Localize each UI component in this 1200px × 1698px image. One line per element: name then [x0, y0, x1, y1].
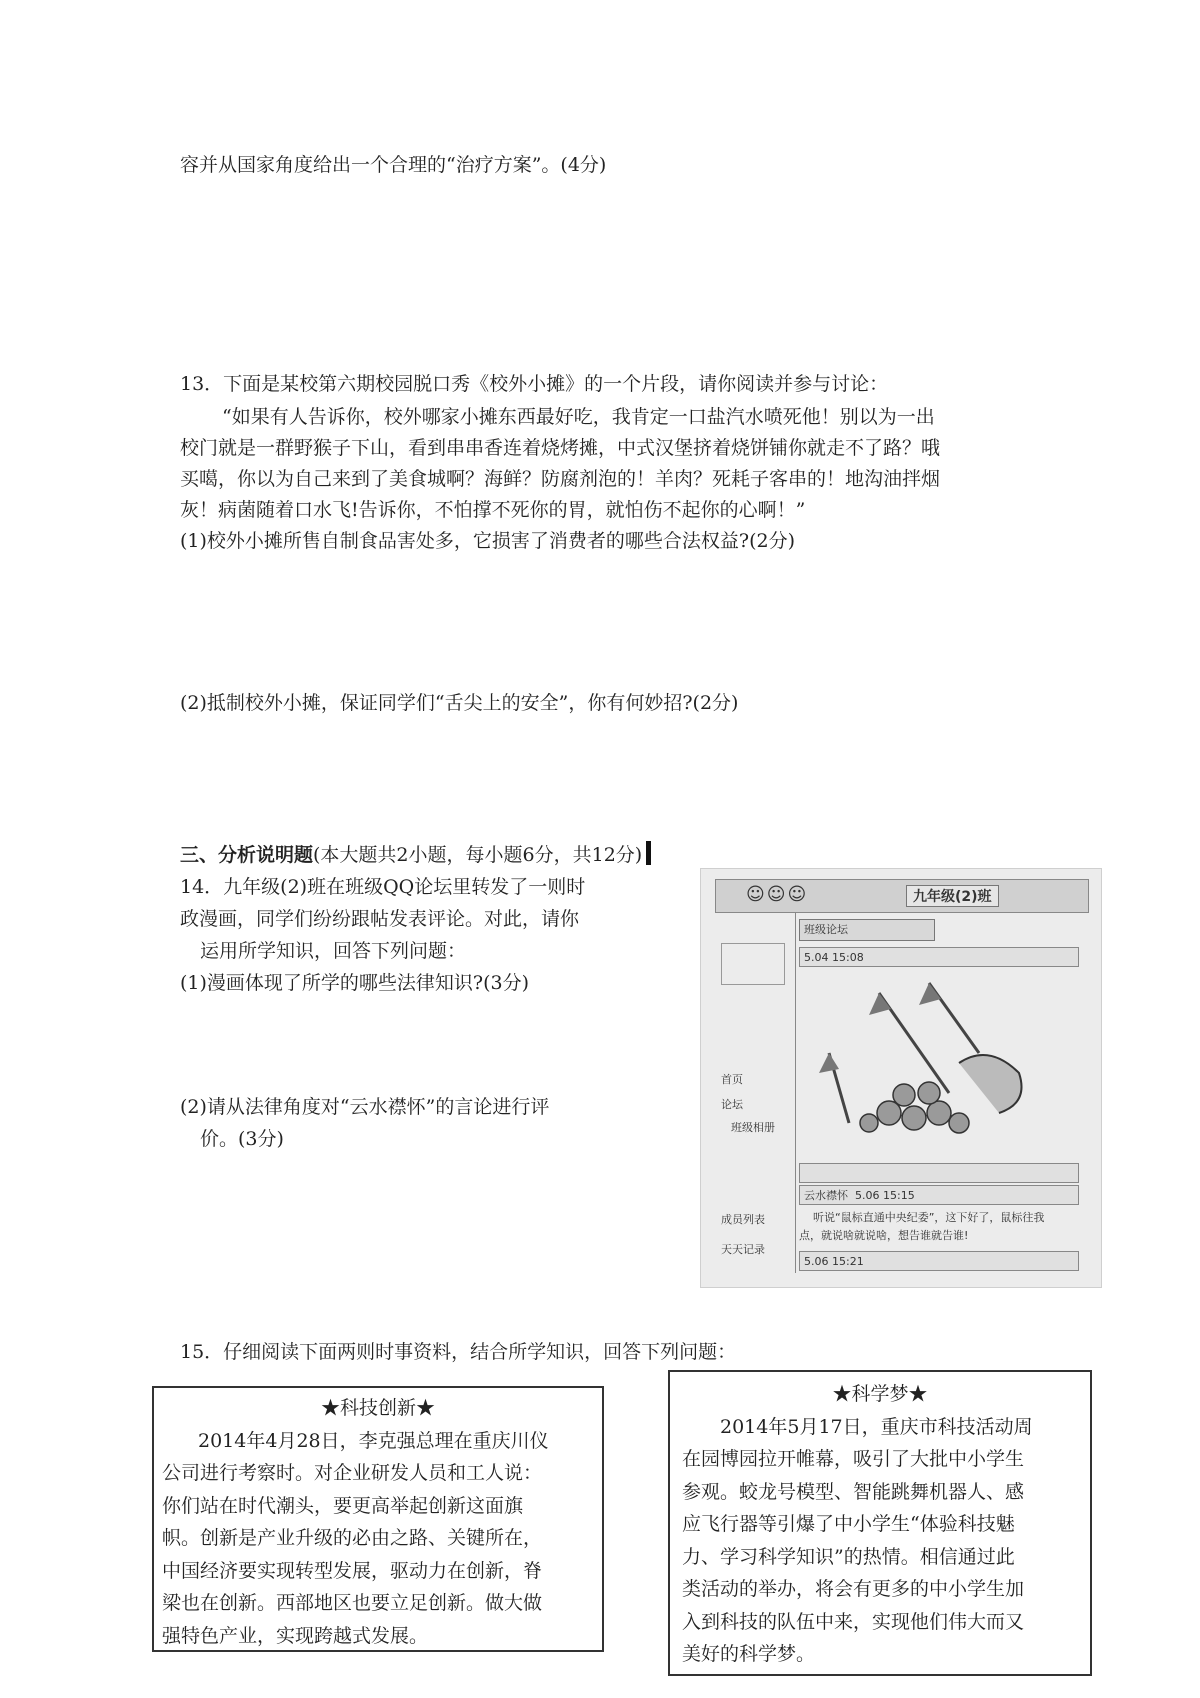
box-line: 强特色产业，实现跨越式发展。: [162, 1624, 429, 1647]
box-line: 入到科技的队伍中来，实现他们伟大而又: [682, 1610, 1025, 1633]
question-14-sub1: (1)漫画体现了所学的哪些法律知识?(3分): [180, 972, 530, 994]
box-line: 在园博园拉开帷幕，吸引了大批中小学生: [682, 1448, 1025, 1470]
quote-line: 买噶，你以为自己来到了美食城啊？海鲜？防腐剂泡的！羊肉？死耗子客串的！地沟油拌烟: [180, 468, 941, 490]
quote-line: “如果有人告诉你，校外哪家小摊东西最好吃，我肯定一口盐汽水喷死他！别以为一出: [222, 406, 935, 428]
question-14-sub2: (2)请从法律角度对“云水襟怀”的言论进行评: [180, 1096, 550, 1118]
question-13-sub1: (1)校外小摊所售自制食品害处多，它损害了消费者的哪些合法权益?(2分): [180, 530, 796, 552]
question-12-continuation: 容并从国家角度给出一个合理的“治疗方案”。(4分): [180, 154, 607, 176]
question-14-line: 政漫画，同学们纷纷跟帖发表评论。对此，请你: [180, 908, 580, 930]
sidebar-item: 成员列表: [721, 1213, 765, 1226]
question-13-stem: 13．下面是某校第六期校园脱口秀《校外小摊》的一个片段，请你阅读并参与讨论：: [180, 373, 889, 395]
box-line: 参观。蛟龙号模型、智能跳舞机器人、感: [682, 1480, 1025, 1503]
box-line: 美好的科学梦。: [682, 1643, 816, 1665]
quote-line: 校门就是一群野猴子下山，看到串串香连着烧烤摊，中式汉堡挤着烧饼铺你就走不了路？哦: [180, 437, 941, 459]
box-line: 应飞行器等引爆了中小学生“体验科技魅: [682, 1513, 1015, 1535]
cartoon-illustration: [809, 973, 1059, 1143]
post-time: 5.06 15:15: [855, 1189, 915, 1202]
box-line: 帜。创新是产业升级的必由之路、关键所在，: [162, 1527, 543, 1549]
faces-icon: ☺☺☺: [746, 884, 809, 905]
question-14-line: 14．九年级(2)班在班级QQ论坛里转发了一则时: [180, 876, 586, 898]
box-line: 中国经济要实现转型发展，驱动力在创新，脊: [162, 1559, 543, 1582]
question-14-line: 运用所学知识，回答下列问题：: [200, 940, 467, 962]
sidebar-item: 天天记录: [721, 1243, 765, 1256]
cursor-bar: [646, 841, 651, 865]
material-box-innovation: [152, 1386, 604, 1652]
question-13-sub2: (2)抵制校外小摊，保证同学们“舌尖上的安全”，你有何妙招?(2分): [180, 692, 739, 714]
box-line: 公司进行考察时。对企业研发人员和工人说：: [162, 1462, 543, 1484]
sidebar-item: 班级相册: [731, 1121, 775, 1134]
box-line: 类活动的举办，将会有更多的中小学生加: [682, 1578, 1025, 1600]
section-title: 三、分析说明题: [180, 844, 314, 866]
box-title: ★科技创新★: [320, 1397, 435, 1419]
material-box-science-dream: [668, 1370, 1092, 1676]
question-15-stem: 15．仔细阅读下面两则时事资料，结合所学知识，回答下列问题：: [180, 1341, 737, 1363]
box-title: ★科学梦★: [832, 1383, 928, 1405]
question-14-sub2: 价。(3分): [200, 1128, 284, 1150]
box-line: 2014年4月28日，李克强总理在重庆川仪: [198, 1429, 549, 1452]
comment-line: 点，就说啥就说啥，想告谁就告谁!: [799, 1229, 969, 1242]
forum-header: [715, 879, 1089, 913]
sidebar-item: 首页: [721, 1073, 743, 1086]
box-line: 你们站在时代潮头，要更高举起创新这面旗: [162, 1494, 524, 1517]
section-note: (本大题共2小题，每小题6分，共12分): [313, 844, 643, 866]
post-row: [799, 1185, 1079, 1205]
box-line: 梁也在创新。西部地区也要立足创新。做大做: [162, 1592, 543, 1614]
post-user: 云水襟怀: [804, 1189, 848, 1202]
forum-main: [799, 913, 1087, 1273]
section-heading: [180, 840, 651, 870]
post-row: 5.06 15:21: [799, 1251, 1079, 1271]
sidebar-item: 论坛: [721, 1098, 743, 1111]
box-line: 2014年5月17日，重庆市科技活动周: [720, 1415, 1033, 1438]
member-box: [721, 943, 785, 985]
post-row: 5.04 15:08: [799, 947, 1079, 967]
forum-screenshot: [700, 868, 1102, 1288]
comment-line: 听说“鼠标直通中央纪委”，这下好了，鼠标往我: [813, 1211, 1045, 1224]
forum-tab: 班级论坛: [799, 919, 935, 941]
post-row: [799, 1163, 1079, 1183]
quote-line: 灰！病菌随着口水飞!告诉你，不怕撑不死你的胃，就怕伤不起你的心啊！”: [180, 499, 806, 521]
class-label: 九年级(2)班: [906, 885, 999, 907]
box-line: 力、学习科学知识”的热情。相信通过此: [682, 1545, 1015, 1568]
forum-sidebar: [715, 913, 796, 1273]
